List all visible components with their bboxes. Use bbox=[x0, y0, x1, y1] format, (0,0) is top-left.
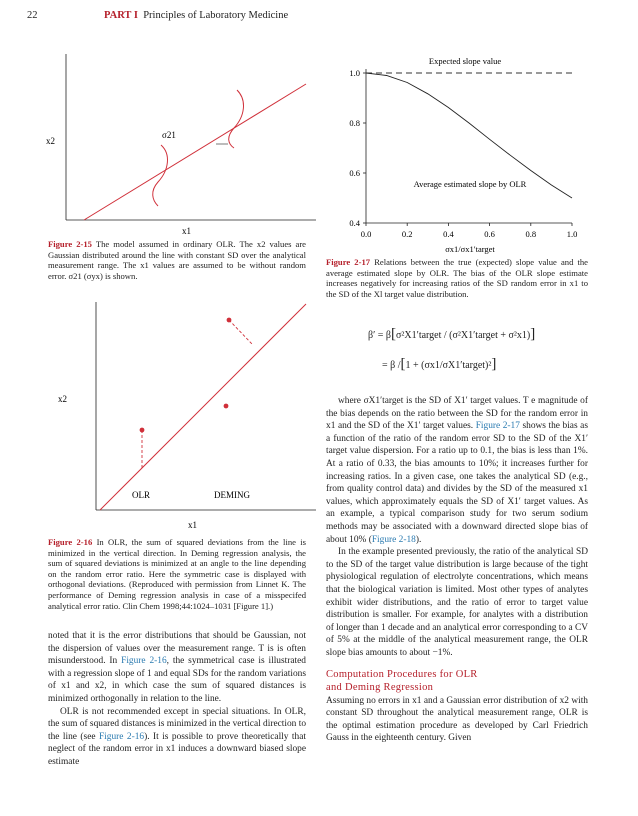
left-p2b-text: ). It is possible to prove theoretically that neglect of the random error in x1 induces a downward biased slope estimate bbox=[48, 731, 306, 767]
right-p1a-text: where σX1′target is the SD of X1′ target values. T e magnitude of the bias depends on the ratio between the SD for the random error in x1 and the SD of the X1′ target values. bbox=[326, 396, 588, 432]
part-label: PART I bbox=[104, 10, 138, 21]
fig17-x-tick-label-3: 0.6 bbox=[484, 229, 495, 239]
link-figure-2-17[interactable]: Figure 2-17 bbox=[475, 421, 520, 432]
fig17-x-label: σx1/σx1′target bbox=[445, 244, 495, 254]
equation-1: β′ = β[σ²X1′target / (σ²X1′target + σ²x1)] bbox=[368, 326, 536, 342]
fig17-curve-label: Average estimated slope by OLR bbox=[413, 179, 527, 189]
figure-2-16 bbox=[40, 298, 320, 538]
fig17-caption-text: Relations between the true (expected) slope value and the average estimated slope by OLR. The bias of the OLR slope estimate increases negatively for increasing ratios of the SD random error in x1 to the SD of the Xl target value distribution. bbox=[326, 257, 588, 299]
left-paragraph-1 bbox=[48, 630, 306, 706]
fig17-y-tick-label-2: 0.8 bbox=[349, 118, 360, 128]
fig16-deming-deviation bbox=[229, 320, 252, 344]
fig16-deming-label: DEMING bbox=[214, 490, 250, 500]
fig16-caption bbox=[48, 537, 306, 611]
fig16-caption-text: In OLR, the sum of squared deviations from the line is minimized in the vertical direction. In Deming regression analysis, the sum of squared deviations is minimized at an angle to the line depending on the random error ratio. Here the symmetric case is displayed with orthogonal deviations. (Reproduced with permission from Linnet K. The performance of Deming regression analysis in case of a misspecifed analytical error ratio. Clin Chem 1998;44:1024–1031 [Figure 1].) bbox=[48, 537, 306, 611]
fig17-y-tick-label-0: 0.4 bbox=[349, 218, 360, 228]
eq1-lhs: β′ = β bbox=[368, 330, 392, 341]
fig15-caption-label: Figure 2-15 bbox=[48, 239, 92, 249]
right-column-text bbox=[326, 395, 588, 745]
fig16-regression-line bbox=[100, 304, 306, 510]
fig16-y-label: x2 bbox=[58, 394, 67, 404]
fig16-deming-point-upper bbox=[227, 318, 232, 323]
left-paragraph-2 bbox=[48, 706, 306, 769]
link-figure-2-16b[interactable]: Figure 2-16 bbox=[98, 731, 145, 742]
left-p1b-text: , the symmetrical case is illustrated with a regression slope of 1 and equal SDs for the random variations of x1 and x2, in which case the sum of squared distances is minimized orthogonally in relation to the line. bbox=[48, 656, 306, 704]
fig17-x-tick-label-0: 0.0 bbox=[360, 229, 372, 239]
right-p1c-text: ). bbox=[415, 534, 422, 545]
page-number: 22 bbox=[27, 10, 38, 21]
link-figure-2-16[interactable]: Figure 2-16 bbox=[121, 656, 167, 667]
fig17-y-tick-label-1: 0.6 bbox=[349, 168, 360, 178]
fig15-sigma-label: σ21 bbox=[162, 130, 176, 140]
running-header bbox=[104, 10, 288, 21]
fig17-caption bbox=[326, 257, 588, 299]
right-paragraph-1 bbox=[326, 395, 588, 546]
fig17-x-tick-label-4: 0.8 bbox=[525, 229, 537, 239]
left-p2-text: OLR is not recommended except in special situations. In OLR, the sum of squared distances is minimized in the vertical direction to the line (see bbox=[48, 706, 307, 742]
fig16-caption-label: Figure 2-16 bbox=[48, 537, 93, 547]
figure-2-17 bbox=[318, 48, 588, 254]
fig17-x-tick-label-2: 0.4 bbox=[443, 229, 454, 239]
fig17-y-tick-label-3: 1.0 bbox=[349, 68, 360, 78]
fig16-x-label: x1 bbox=[188, 520, 197, 530]
figure-2-15 bbox=[40, 48, 320, 248]
fig15-distribution-right bbox=[229, 90, 244, 148]
eq1-body: σ²X1′target / (σ²X1′target + σ²x1) bbox=[396, 330, 531, 341]
fig15-caption bbox=[48, 239, 306, 281]
link-figure-2-18[interactable]: Figure 2-18 bbox=[371, 534, 416, 545]
fig15-distribution-left bbox=[153, 145, 168, 206]
eq2-lhs: = β / bbox=[382, 360, 401, 371]
section-title-line-1: Computation Procedures for OLR bbox=[326, 669, 478, 681]
fig16-olr-point bbox=[140, 428, 145, 433]
left-column-text bbox=[48, 630, 306, 769]
fig17-x-tick-label-5: 1.0 bbox=[566, 229, 578, 239]
fig17-title: Expected slope value bbox=[428, 56, 502, 66]
section-title-line-2: and Deming Regression bbox=[326, 682, 434, 694]
equation-2: = β /[1 + (σx1/σX1′target)²] bbox=[382, 356, 497, 372]
right-paragraph-2: In the example presented previously, the ratio of the analytical SD to the SD of the target value distribution is large because of the tight physiological regulation of electrolyte concentrations, which means that the biological variation is limited. Most other types of analytes exhibit wider distributions, and the ratio of error to target value distribution is smaller. For example, for analytes with a distribution of longer than 1 decade and an analytical error corresponding to a CV of 5% at the middle of the analytical measurement range, the OLR slope bias amounts to about −1%. bbox=[326, 547, 588, 658]
fig17-x-tick-label-1: 0.2 bbox=[401, 229, 413, 239]
eq2-body: 1 + (σx1/σX1′target)² bbox=[405, 360, 492, 371]
fig16-deming-point-lower bbox=[224, 404, 229, 409]
fig15-caption-text: The model assumed in ordinary OLR. The x2 values are Gaussian distributed around the line with constant SD over the analytical measurement range. The x1 values are assumed to be without random error. σ21 (σyx) is shown. bbox=[48, 239, 307, 281]
equation-block bbox=[368, 326, 588, 386]
section-title bbox=[326, 669, 588, 694]
fig16-olr-label: OLR bbox=[132, 490, 150, 500]
right-paragraph-3: Assuming no errors in x1 and a Gaussian error distribution of x2 with constant SD throughout the analytical measurement range, OLR is the optimal estimation procedure as developed by Carl Friedrich Gauss in the eighteenth century. Given bbox=[326, 695, 588, 744]
fig15-regression-line bbox=[84, 84, 306, 220]
part-title: Principles of Laboratory Medicine bbox=[143, 10, 289, 21]
fig17-caption-label: Figure 2-17 bbox=[326, 257, 371, 267]
right-p1b-text: shows the bias as a function of the ratio of the random error SD to the SD of the X1′ target value dispersion. For a ratio up to 0.1, the bias is less than 1%. At a ratio of 0.33, the bias amounts to 10%; it increases further for increasing ratios. In a given case, one takes the analytical SD (e.g., from quality control data) and divides by the SD of the measured x1 values, which approximately equals the SD of X1′ target values. As an example, a typical comparison study for two serum sodium methods may be associated with a downward directed slope bias of about 10% ( bbox=[326, 421, 588, 545]
fig15-x-label: x1 bbox=[182, 226, 191, 236]
fig15-y-label: x2 bbox=[46, 136, 55, 146]
left-p1-text: noted that it is the error distributions that should be Gaussian, not the dispersion of values over the measurement range. T is is often misunderstood. In bbox=[48, 631, 306, 667]
